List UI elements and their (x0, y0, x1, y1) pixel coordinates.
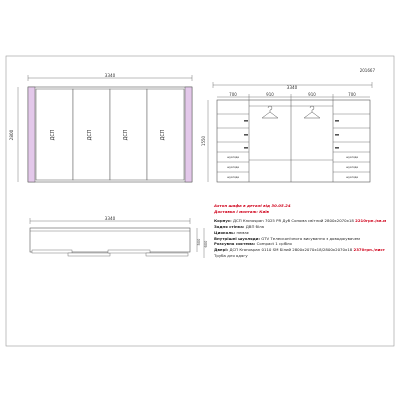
sliding-door-1 (32, 250, 72, 253)
interior-width-label: 3340 (286, 85, 298, 90)
spec-line-body: Корпус: ДСП Кronospan 7025 PR Дуб Сонома світлий 2800x2070x18 2210грн./кв.м (214, 217, 387, 223)
right-drawer-label-3: шухляда (345, 176, 359, 179)
front-width-label: 3340 (104, 73, 116, 78)
door-4-label: ДСП (161, 129, 166, 141)
left-drawer-label-1: шухляда (226, 156, 240, 159)
front-height-label: 2800 (9, 129, 14, 141)
spec-line-back: Задня стінка: ДВП біла (214, 223, 264, 229)
left-drawer-label-3: шухляда (226, 176, 240, 179)
right-drawer-label-1: шухляда (345, 156, 359, 159)
door-2-label: ДСП (88, 129, 93, 141)
spec-note-1: Ахтон шафа в деталі від 30.05.24 (214, 203, 291, 208)
doc-number: 201667 (359, 68, 375, 73)
section-1-width: 700 (229, 92, 237, 97)
spec-line-rail: Труба для одягу (214, 253, 248, 259)
sliding-door-4 (146, 253, 188, 256)
interior-height-label: 1550 (201, 135, 206, 147)
spec-line-plinth: Циоколь: немає (214, 229, 249, 235)
left-drawer-handle-1 (244, 120, 248, 122)
interior-view (201, 82, 372, 182)
right-side-panel (185, 87, 192, 182)
top-frame (30, 228, 190, 252)
right-drawer-label-2: шухляда (345, 166, 359, 169)
front-view (9, 73, 192, 182)
top-depth-label: 500 (197, 238, 201, 246)
sliding-door-2 (68, 253, 110, 256)
spec-note-2: Доставка і монтаж: Київ (214, 208, 270, 214)
door-1-label: ДСП (51, 129, 56, 141)
right-drawer-handle-1 (335, 120, 339, 122)
right-drawer-handle-3 (335, 147, 339, 149)
left-drawer-label-2: шухляда (226, 166, 240, 169)
door-3-label: ДСП (124, 129, 129, 141)
section-3-width: 910 (308, 92, 316, 97)
section-4-width: 700 (348, 92, 356, 97)
left-drawer-handle-3 (244, 147, 248, 149)
spec-block (214, 203, 396, 259)
spec-line-doors: Двері: ДСП Кronospan 0110 SM Білий 2800x2070x18/2800x2070x18 2370грн./лист (214, 247, 385, 253)
right-drawer-handle-2 (335, 134, 339, 136)
spec-line-sliding: Розсувна система: Compact 1 срібло (214, 241, 292, 247)
spec-line-drawers: Внутрішні шухляди: GTV Телескопічного висування з доводжувачем (214, 235, 360, 241)
top-width-label: 3340 (104, 216, 116, 221)
section-2-width: 910 (266, 92, 274, 97)
top-total-depth-label: 600 (204, 240, 208, 248)
left-drawer-handle-2 (244, 134, 248, 136)
interior-frame (217, 100, 370, 182)
left-side-panel (28, 87, 35, 182)
sliding-door-3 (108, 250, 150, 253)
